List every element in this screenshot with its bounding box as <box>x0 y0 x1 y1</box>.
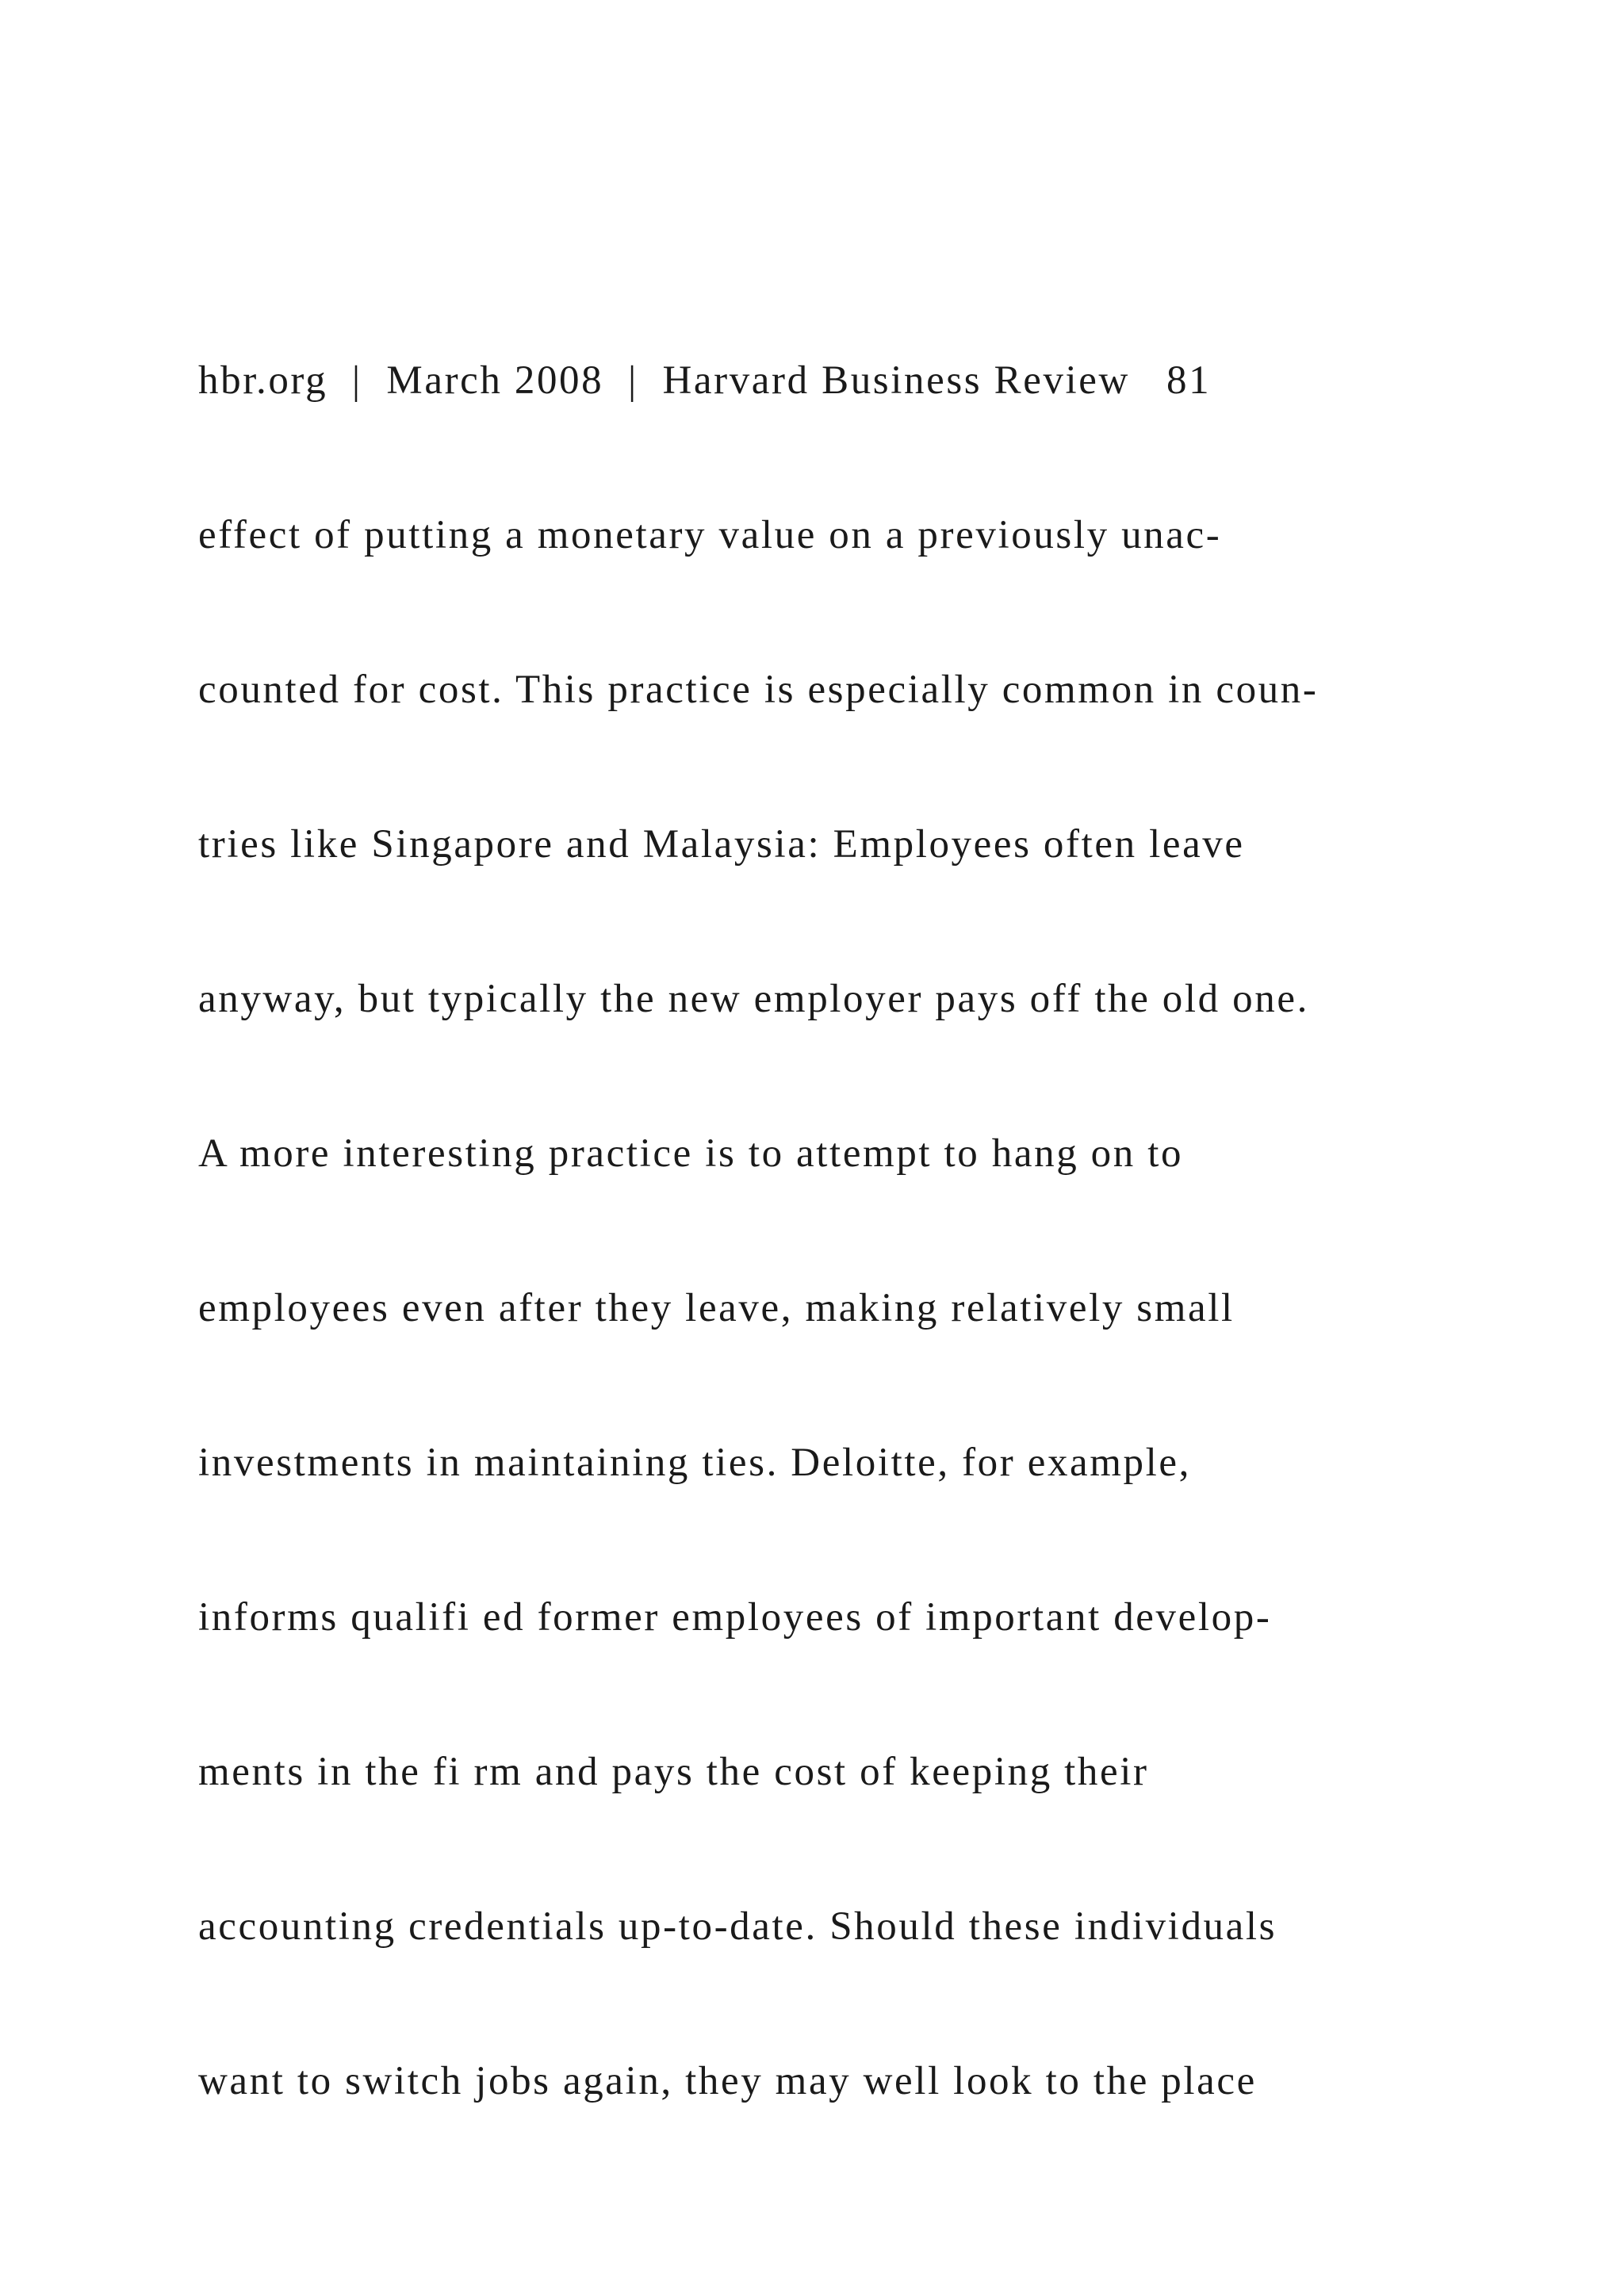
text-line: investments in maintaining ties. Deloitte, for example, <box>198 1441 1192 1485</box>
text-line: informs qualifi ed former employees of important develop- <box>198 1595 1272 1640</box>
text-line: want to switch jobs again, they may well look to the place <box>198 2059 1257 2103</box>
text-line: tries like Singapore and Malaysia: Employees often leave <box>198 822 1245 867</box>
text-line: employees even after they leave, making relatively small <box>198 1286 1235 1330</box>
text-line: ments in the fi rm and pays the cost of keeping their <box>198 1750 1149 1794</box>
text-line: accounting credentials up-to-date. Should these individuals <box>198 1904 1277 1949</box>
text-line: A more interesting practice is to attempt to hang on to <box>198 1131 1184 1176</box>
running-header: hbr.org | March 2008 | Harvard Business Review 81 <box>198 358 1212 403</box>
text-line: counted for cost. This practice is especially common in coun- <box>198 668 1319 712</box>
text-line: anyway, but typically the new employer pays off the old one. <box>198 977 1309 1021</box>
text-line: effect of putting a monetary value on a previously unac- <box>198 513 1222 557</box>
